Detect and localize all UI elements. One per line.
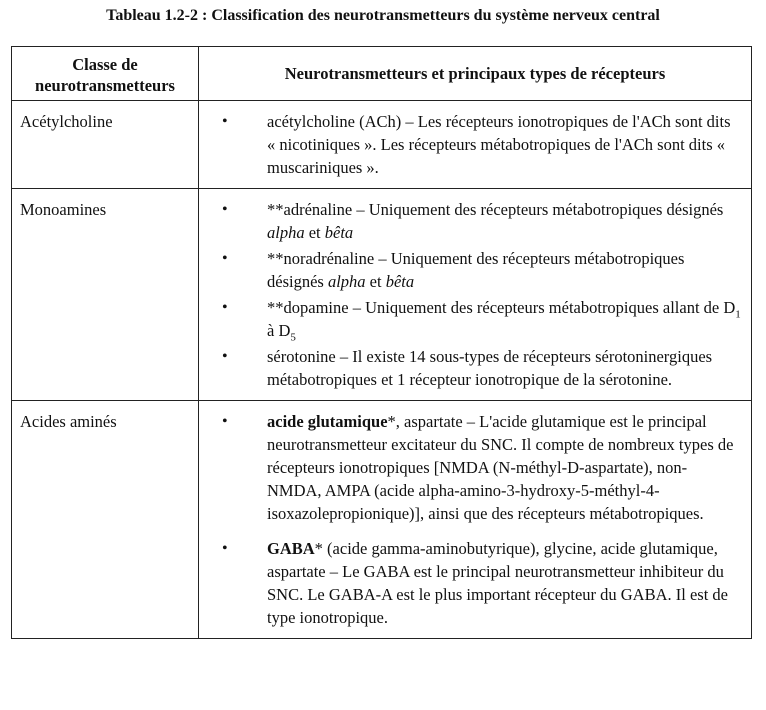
bullet-icon: • [222, 540, 228, 557]
bullet-icon: • [222, 413, 228, 430]
table-header-row [12, 47, 752, 101]
bullet-icon: • [222, 201, 228, 218]
table-row [12, 189, 752, 401]
header-neurotransmitters: Neurotransmetteurs et principaux types de récepteurs [199, 47, 752, 101]
list-item: • acide glutamique*, aspartate – L'acide glutamique est le principal neurotransmetteur excitateur du SNC. Il compte de nombreux types de récepteurs ionotropiques [NMDA (N-méthyl-D-aspartate), non-NMDA, AMPA (acide alpha-amino-3-hydroxy-5-méthyl-4-isoxazolepropionique)], ainsi que des récepteurs métabotropiques. [222, 412, 734, 523]
list-item: • acétylcholine (ACh) – Les récepteurs ionotropiques de l'ACh sont dits « nicotiniques ». Les récepteurs métabotropiques de l'ACh sont dits « muscariniques ». [222, 112, 731, 177]
description-cell [199, 101, 752, 189]
bullet-icon: • [222, 113, 228, 130]
bullet-icon: • [222, 250, 228, 267]
bullet-icon: • [222, 299, 228, 316]
list-item: • **noradrénaline – Uniquement des récepteurs métabotropiques désignés alpha et bêta [222, 249, 685, 291]
header-class [12, 47, 199, 101]
class-cell: Acétylcholine [12, 101, 199, 189]
list-item: • sérotonine – Il existe 14 sous-types de récepteurs sérotoninergiques métabotropiques et 1 récepteur ionotropique de la sérotonine. [222, 347, 713, 389]
list-item: • GABA* (acide gamma-aminobutyrique), glycine, acide glutamique, aspartate – Le GABA est le principal neurotransmetteur inhibiteur du SNC. Le GABA-A est le plus important récepteur du GABA. Il est de type ionotropique. [222, 539, 729, 627]
bullet-icon: • [222, 348, 228, 365]
description-cell [199, 189, 752, 401]
table-title: Tableau 1.2-2 : Classification des neurotransmetteurs du système nerveux central [106, 7, 660, 24]
list-item: • **adrénaline – Uniquement des récepteurs métabotropiques désignés alpha et bêta [222, 200, 724, 242]
header-class-line1: Classe de [72, 55, 138, 74]
table-row [12, 101, 752, 189]
header-class-line2: neurotransmetteurs [35, 76, 175, 95]
class-cell: Monoamines [12, 189, 199, 401]
list-item: • **dopamine – Uniquement des récepteurs métabotropiques allant de $D_1$ à $D_5$ [222, 298, 741, 344]
class-cell: Acides aminés [12, 401, 199, 639]
table-row [12, 401, 752, 639]
description-cell [199, 401, 752, 639]
neurotransmitter-table [11, 46, 752, 639]
